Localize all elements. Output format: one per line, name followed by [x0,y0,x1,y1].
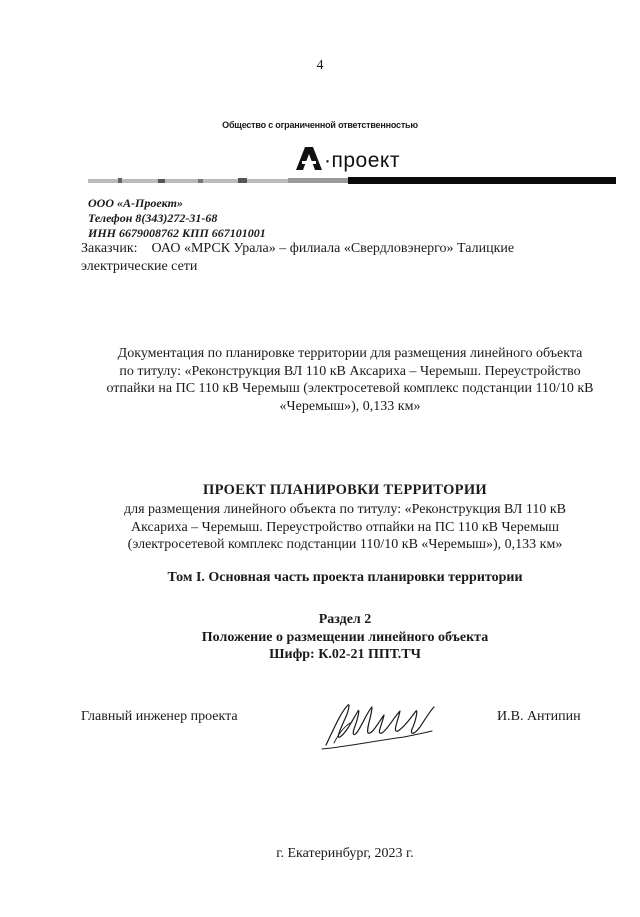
phone-number: Телефон 8(343)272-31-68 [88,211,218,225]
header-divider-bar [88,176,616,184]
document-title-line: отпайки на ПС 110 кВ Черемыш (электросетевой комплекс подстанции 110/10 кВ [106,381,594,396]
a-logo-icon [296,145,322,171]
customer-block [81,240,601,276]
document-title-line: по титулу: «Реконструкция ВЛ 110 кВ Аксариха – Черемыш. Переустройство [119,363,581,379]
section-block [0,611,640,664]
signatory-name: И.В. Антипин [497,709,581,724]
project-title: ПРОЕКТ ПЛАНИРОВКИ ТЕРРИТОРИИ [203,482,487,498]
contacts-block [88,196,266,241]
handwritten-signature [314,697,444,755]
project-subtitle-line: Аксариха – Черемыш. Переустройство отпайки на ПС 110 кВ Черемыш [130,519,560,535]
footer-city-year: г. Екатеринбург, 2023 г. [276,846,414,861]
document-title-line: «Черемыш»), 0,133 км» [279,398,421,414]
project-subtitle [90,501,600,554]
tax-ids: ИНН 6679008762 КПП 667101001 [88,226,266,240]
customer-label: Заказчик: [81,241,138,256]
section-code: Шифр: К.02-21 ППТ.ТЧ [269,647,421,662]
company-logo [296,139,400,171]
company-caption: Общество с ограниченной ответственностью [222,120,418,130]
section-label: Раздел 2 [318,612,372,627]
document-title-line: Документация по планировке территории для размещения линейного объекта [117,346,583,361]
logo-text: ·проект [324,149,400,172]
volume-title: Том I. Основная часть проекта планировки территории [167,570,523,585]
company-name: ООО «А-Проект» [88,196,183,210]
document-title [80,345,620,415]
signatory-role: Главный инженер проекта [81,709,238,724]
page-number: 4 [316,58,324,73]
customer-name: ОАО «МРСК Урала» – филиала «Свердловэнерго» Талицкие электрические сети [81,241,515,274]
section-title: Положение о размещении линейного объекта [201,629,489,645]
project-subtitle-line: (электросетевой комплекс подстанции 110/10 кВ «Черемыш»), 0,133 км» [127,537,563,552]
project-subtitle-line: для размещения линейного объекта по титулу: «Реконструкция ВЛ 110 кВ [124,502,566,517]
